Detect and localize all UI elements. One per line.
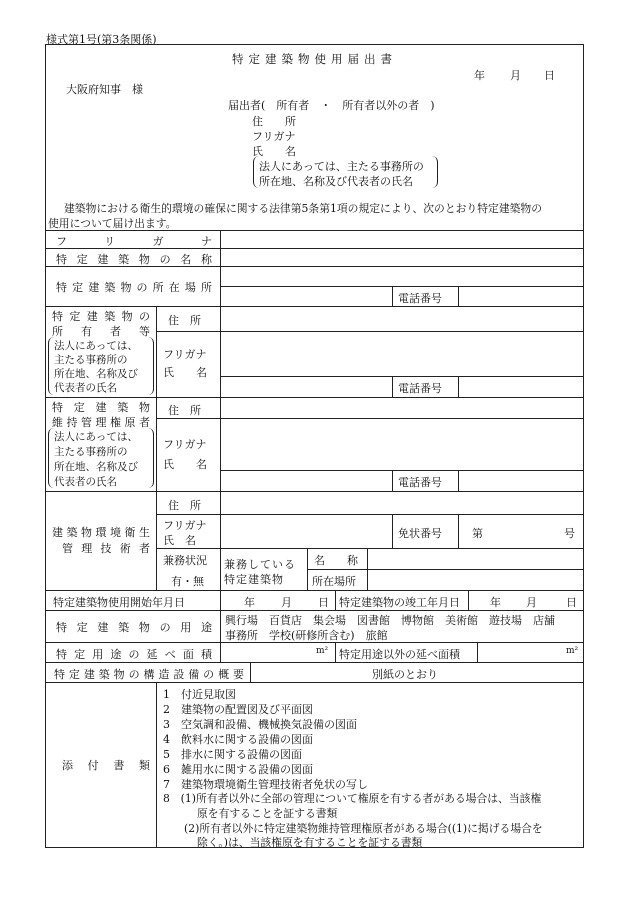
owner-note-4: 代表者の氏名 [54,382,117,394]
manager-phone-label: 電話番号 [398,476,442,489]
structure-value: 別紙のとおり [372,668,438,681]
line [392,514,393,548]
start-year: 年 [244,596,255,609]
start-month: 月 [281,596,292,609]
line [156,306,157,590]
owner-phone-label: 電話番号 [398,382,442,395]
line [458,470,459,491]
intro-line-2: 使用について届け出ます。 [48,217,177,230]
line [220,306,221,548]
addressee: 大阪府知事 様 [66,83,143,96]
notifier-label: 届出者( 所有者 ・ 所有者以外の者 ) [228,99,435,112]
engineer-name-label: 氏 名 [163,534,196,547]
manager-note-4: 代表者の氏名 [54,476,117,488]
floor-area-unit: m² [316,646,329,656]
line [458,286,459,306]
start-day: 日 [318,596,329,609]
attachment-item: 1 付近見取図 [163,688,236,701]
attachment-item: 4 飲料水に関する設備の図面 [163,733,313,746]
engineer-address-label: 住 所 [168,499,201,512]
engineer-label-1: 建築物環境衛生 [52,526,150,539]
line [45,590,584,591]
date-year: 年 [474,69,485,82]
line [220,548,221,590]
line [220,590,221,610]
concurrent-building-2: 特定建築物 [224,573,284,586]
building-name-label: 特定建築物の名称 [56,253,212,266]
attachment-item: 5 排水に関する設備の図面 [163,748,302,761]
use-options-1: 興行場 百貨店 集会場 図書館 博物館 美術館 遊技場 店舗 [225,614,555,627]
owner-address-label: 住 所 [168,314,201,327]
date-month: 月 [510,69,521,82]
intro-line-1: 建築物における衛生的環境の確保に関する法律第5条第1項の規定により、次のとおり特定建築物の [64,202,543,215]
line [45,491,584,492]
line [220,376,584,377]
line [220,610,221,642]
structure-label: 特定建築物の構造設備の概要 [54,668,244,681]
line [156,682,157,848]
notifier-furigana-label: フリガナ [252,130,296,143]
completion-day: 日 [566,596,577,609]
line [45,306,584,307]
line [392,470,393,491]
line [307,548,308,590]
manager-furigana-label: フリガナ [163,438,207,451]
notifier-corp-note-2: 所在地、名称及び代表者の氏名 [259,175,413,188]
line [477,642,478,662]
line [392,376,393,397]
use-label: 特定建築物の用途 [56,621,212,634]
line [220,230,221,306]
use-options-2: 事務所 学校(研修所含む) 旅館 [225,629,388,642]
line [458,514,459,548]
line [220,470,584,471]
line [458,376,459,397]
floor-area-label: 特定用途の延べ面積 [56,648,212,661]
completion-label: 特定建築物の竣工年月日 [339,596,460,609]
owner-name-label: 氏 名 [163,366,207,379]
line [45,230,584,231]
license-suffix: 号 [564,527,575,540]
owner-note-2: 主たる事務所の [54,354,128,366]
manager-note-1: 法人にあっては、 [54,431,138,443]
building-location-label: 特定建築物の所在場所 [56,281,212,294]
owner-label-1: 特定建築物の [52,310,150,323]
line [45,682,584,683]
form-number: 様式第1号(第3条関係) [46,33,157,46]
start-date-label: 特定建築物使用開始年月日 [53,596,185,609]
manager-note-3: 所在地、名称及び [54,461,138,473]
completion-month: 月 [526,596,537,609]
line [220,642,221,662]
notifier-corp-note-1: 法人にあっては、主たる事務所の [259,160,424,173]
date-day: 日 [544,69,555,82]
manager-address-label: 住 所 [168,404,201,417]
attachment-item: 3 空気調和設備、機械換気設備の図面 [163,718,357,731]
line [220,286,584,287]
license-prefix: 第 [472,527,483,540]
attachment-item: 7 建築物環境衛生管理技術者免状の写し [163,778,368,791]
line [45,662,584,663]
concurrent-location-label: 所在場所 [312,575,356,588]
engineer-label-2: 管理技術者 [62,542,150,555]
furigana-row-label: フリガナ [56,235,212,248]
completion-year: 年 [490,596,501,609]
line [468,590,469,610]
engineer-furigana-label: フリガナ [163,519,207,532]
manager-label-1: 特定建築物 [52,401,150,414]
other-area-unit: m² [566,646,579,656]
manager-label-2: 維持管理権原者 [52,416,150,429]
line [335,642,336,662]
owner-furigana-label: フリガナ [163,348,207,361]
line [335,590,336,610]
line [45,610,584,611]
manager-name-label: 氏 名 [163,458,207,471]
line [392,286,393,306]
concurrent-status-label: 兼務状況 [163,554,207,567]
concurrent-building-1: 兼務している [224,558,296,571]
line [45,397,584,398]
line [367,548,368,590]
attachment-item: 8 (1)所有者以外に全部の管理について権原を有する者がある場合は、当該権 [163,792,542,805]
owner-label-2: 所有者等 [52,325,150,338]
notifier-address-label: 住 所 [252,115,296,128]
concurrent-name-label: 名 称 [314,554,358,567]
form-title: 特定建築物使用届出書 [232,52,397,66]
manager-note-2: 主たる事務所の [54,446,128,458]
owner-note-1: 法人にあっては、 [54,340,138,352]
notifier-name-label: 氏 名 [252,145,296,158]
owner-note-3: 所在地、名称及び [54,368,138,380]
attachment-item: 2 建築物の配置図及び平面図 [163,703,313,716]
other-area-label: 特定用途以外の延べ面積 [339,648,460,661]
attachments-label: 添付書類 [62,759,150,772]
line [250,662,251,682]
line [307,569,584,570]
attachment-item: (2)所有者以外に特定建築物維持管理権原者がある場合((1)に掲げる場合を [184,822,543,835]
attachment-item: 6 雑用水に関する設備の図面 [163,763,313,776]
attachment-item: 除く。)は、当該権原を有することを証する書類 [197,836,423,849]
attachment-item: 原を有することを証する書類 [197,807,338,820]
license-label: 免状番号 [398,527,442,540]
concurrent-yes-no: 有・無 [171,575,204,588]
phone-label: 電話番号 [398,292,442,305]
